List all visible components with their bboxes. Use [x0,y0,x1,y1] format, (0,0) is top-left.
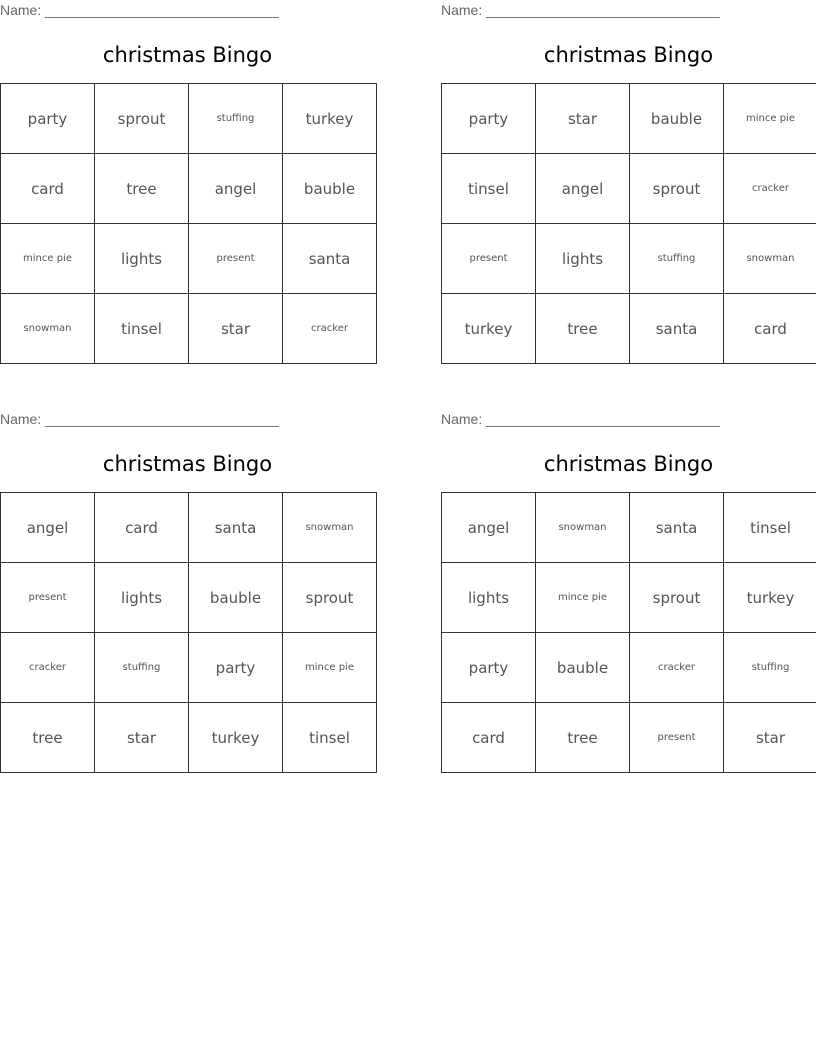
grid-cell[interactable]: star [536,84,630,154]
grid-cell[interactable]: mince pie [724,84,816,154]
grid-cell[interactable]: angel [1,493,95,563]
name-field[interactable]: Name: ______________________________ [0,411,279,427]
grid-cell[interactable]: angel [442,493,536,563]
grid-cell[interactable]: tree [536,294,630,364]
grid-cell[interactable]: lights [95,563,189,633]
grid-cell[interactable]: present [189,224,283,294]
name-field[interactable]: Name: ______________________________ [441,2,720,18]
grid-cell[interactable]: stuffing [630,224,724,294]
grid-cell[interactable]: turkey [189,703,283,773]
grid-row [442,294,816,364]
grid-cell[interactable]: tinsel [95,294,189,364]
grid-cell[interactable]: bauble [283,154,377,224]
grid-cell[interactable]: sprout [283,563,377,633]
grid-cell[interactable]: snowman [283,493,377,563]
grid-cell[interactable]: lights [95,224,189,294]
grid-row [1,633,377,703]
grid-cell[interactable]: cracker [630,633,724,703]
bingo-card-2 [441,0,816,362]
bingo-grid [441,492,816,773]
grid-row [442,493,816,563]
card-title: christmas Bingo [102,43,273,67]
grid-cell[interactable]: snowman [724,224,816,294]
grid-cell[interactable]: sprout [95,84,189,154]
grid-cell[interactable]: mince pie [536,563,630,633]
grid-cell[interactable]: cracker [724,154,816,224]
bingo-card-1 [0,0,375,362]
grid-cell[interactable]: present [442,224,536,294]
grid-cell[interactable]: lights [442,563,536,633]
grid-cell[interactable]: tree [1,703,95,773]
grid-cell[interactable]: party [189,633,283,703]
grid-cell[interactable]: snowman [536,493,630,563]
grid-cell[interactable]: card [724,294,816,364]
grid-row [442,154,816,224]
bingo-card-3 [0,409,375,771]
grid-row [1,294,377,364]
grid-cell[interactable]: tinsel [283,703,377,773]
grid-cell[interactable]: party [442,84,536,154]
grid-row [442,224,816,294]
grid-cell[interactable]: tinsel [442,154,536,224]
bingo-grid [0,83,377,364]
card-title: christmas Bingo [543,43,714,67]
grid-row [442,84,816,154]
grid-cell[interactable]: snowman [1,294,95,364]
grid-cell[interactable]: angel [536,154,630,224]
grid-cell[interactable]: cracker [1,633,95,703]
grid-cell[interactable]: card [95,493,189,563]
grid-cell[interactable]: present [1,563,95,633]
grid-cell[interactable]: star [189,294,283,364]
grid-cell[interactable]: star [95,703,189,773]
grid-row [442,563,816,633]
grid-row [1,703,377,773]
bingo-grid [0,492,377,773]
grid-cell[interactable]: lights [536,224,630,294]
grid-cell[interactable]: bauble [630,84,724,154]
grid-cell[interactable]: turkey [283,84,377,154]
grid-row [442,633,816,703]
card-title: christmas Bingo [102,452,273,476]
grid-cell[interactable]: stuffing [724,633,816,703]
grid-cell[interactable]: bauble [189,563,283,633]
grid-cell[interactable]: party [1,84,95,154]
name-field[interactable]: Name: ______________________________ [0,2,279,18]
grid-cell[interactable]: card [1,154,95,224]
card-title: christmas Bingo [543,452,714,476]
grid-cell[interactable]: stuffing [189,84,283,154]
grid-cell[interactable]: santa [630,294,724,364]
grid-cell[interactable]: star [724,703,816,773]
grid-cell[interactable]: angel [189,154,283,224]
grid-cell[interactable]: stuffing [95,633,189,703]
grid-cell[interactable]: mince pie [1,224,95,294]
grid-row [442,703,816,773]
grid-cell[interactable]: tinsel [724,493,816,563]
grid-row [1,154,377,224]
grid-cell[interactable]: turkey [724,563,816,633]
grid-cell[interactable]: santa [630,493,724,563]
grid-row [1,493,377,563]
bingo-grid [441,83,816,364]
grid-cell[interactable]: bauble [536,633,630,703]
grid-cell[interactable]: sprout [630,563,724,633]
grid-cell[interactable]: santa [283,224,377,294]
grid-cell[interactable]: sprout [630,154,724,224]
grid-cell[interactable]: present [630,703,724,773]
bingo-card-4 [441,409,816,771]
grid-cell[interactable]: mince pie [283,633,377,703]
grid-cell[interactable]: tree [536,703,630,773]
grid-cell[interactable]: tree [95,154,189,224]
grid-cell[interactable]: turkey [442,294,536,364]
grid-cell[interactable]: card [442,703,536,773]
name-field[interactable]: Name: ______________________________ [441,411,720,427]
grid-cell[interactable]: party [442,633,536,703]
grid-row [1,84,377,154]
grid-row [1,224,377,294]
grid-cell[interactable]: santa [189,493,283,563]
grid-cell[interactable]: cracker [283,294,377,364]
grid-row [1,563,377,633]
